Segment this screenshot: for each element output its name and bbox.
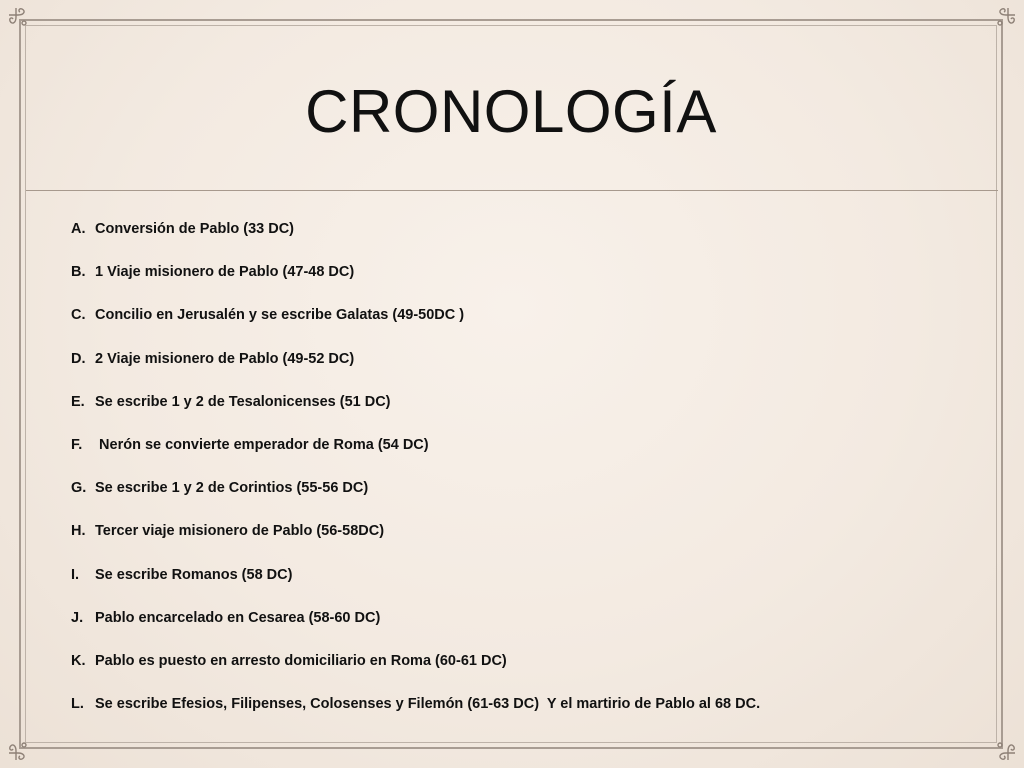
- list-marker: J.: [71, 609, 84, 626]
- list-marker: D.: [71, 350, 86, 367]
- list-item: [71, 306, 760, 349]
- corner-flourish-icon: [6, 5, 36, 35]
- list-item: [71, 436, 760, 479]
- list-item-text: Nerón se convierte emperador de Roma (54 DC): [95, 436, 429, 453]
- list-item: [71, 263, 760, 306]
- list-item: [71, 220, 760, 263]
- title-divider: [26, 190, 998, 191]
- list-item: [71, 393, 760, 436]
- list-item-text: Se escribe Efesios, Filipenses, Colosenses y Filemón (61-63 DC) Y el martirio de Pablo al 68 DC.: [95, 696, 761, 713]
- corner-flourish-icon: [6, 733, 36, 763]
- chronology-list: [71, 220, 760, 738]
- list-item: [71, 522, 760, 565]
- list-item: [71, 479, 760, 522]
- list-item: [71, 652, 760, 695]
- list-marker: G.: [71, 480, 87, 497]
- list-item-text: Se escribe 1 y 2 de Corintios (55-56 DC): [95, 480, 369, 497]
- list-marker: C.: [71, 307, 86, 324]
- list-marker: H.: [71, 523, 86, 540]
- list-item-text: Tercer viaje misionero de Pablo (56-58DC): [95, 523, 385, 540]
- list-item-text: Se escribe 1 y 2 de Tesalonicenses (51 DC): [95, 393, 391, 410]
- corner-flourish-icon: [988, 5, 1018, 35]
- list-item-text: Concilio en Jerusalén y se escribe Galatas (49-50DC ): [95, 307, 465, 324]
- list-item: [71, 695, 760, 738]
- list-item-text: 2 Viaje misionero de Pablo (49-52 DC): [95, 350, 355, 367]
- list-marker: K.: [71, 652, 86, 669]
- list-item: [71, 609, 760, 652]
- list-item-text: Conversión de Pablo (33 DC): [95, 221, 295, 237]
- slide-title: CRONOLOGÍA: [305, 78, 717, 145]
- list-marker: A.: [71, 221, 86, 237]
- corner-flourish-icon: [988, 733, 1018, 763]
- list-marker: L.: [71, 696, 84, 713]
- list-item: [71, 350, 760, 393]
- list-marker: E.: [71, 393, 85, 410]
- list-item: [71, 566, 760, 609]
- list-marker: F.: [71, 436, 83, 453]
- list-item-text: 1 Viaje misionero de Pablo (47-48 DC): [95, 264, 355, 281]
- list-item-text: Pablo es puesto en arresto domiciliario en Roma (60-61 DC): [95, 652, 507, 669]
- list-item-text: Se escribe Romanos (58 DC): [95, 566, 293, 583]
- list-marker: I.: [71, 566, 80, 583]
- list-marker: B.: [71, 264, 86, 281]
- list-item-text: Pablo encarcelado en Cesarea (58-60 DC): [95, 609, 381, 626]
